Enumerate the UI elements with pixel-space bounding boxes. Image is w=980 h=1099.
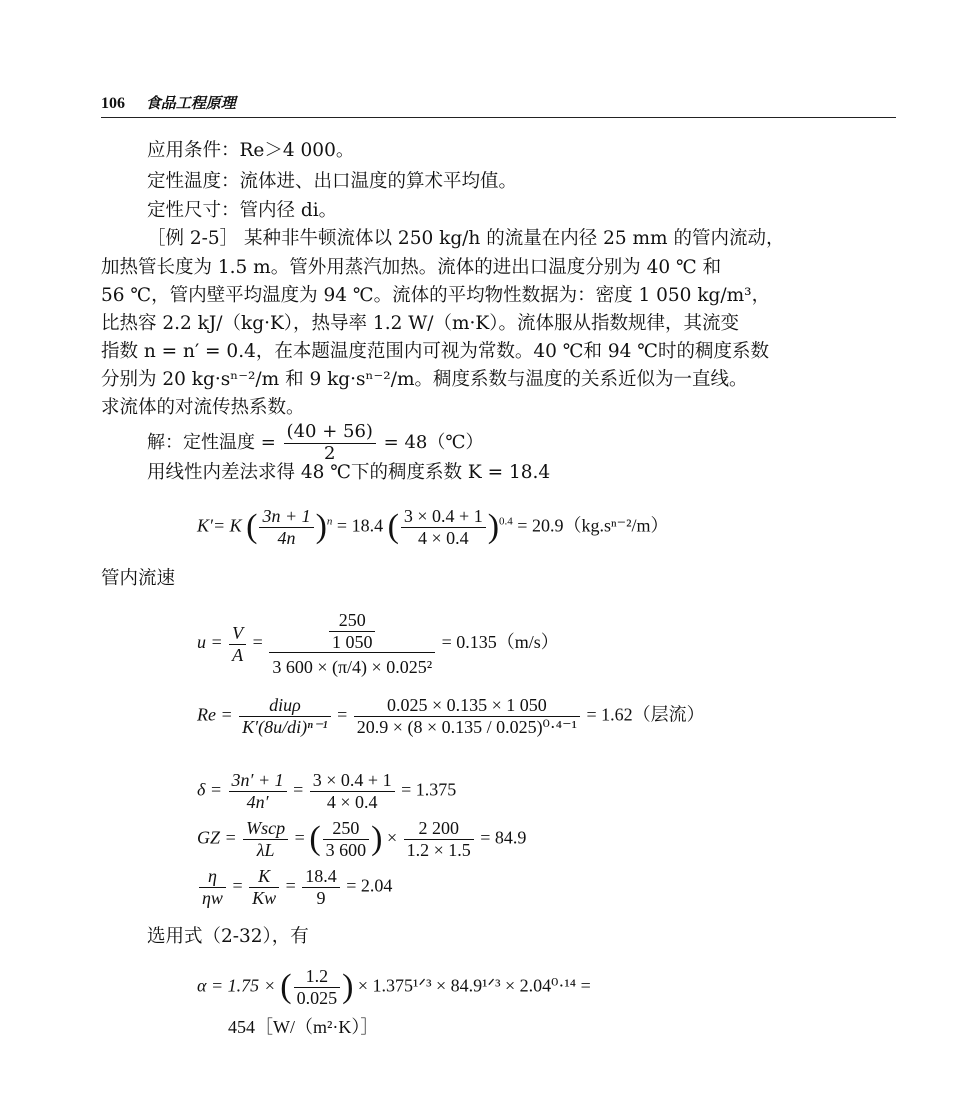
numerator: V [229, 623, 246, 645]
fraction [239, 695, 331, 737]
denominator: 4n′ [246, 791, 269, 812]
fraction [243, 818, 288, 860]
lhs: u = [197, 632, 223, 653]
numerator: 250 [329, 610, 376, 632]
numerator: K [249, 866, 279, 888]
inner-fraction [329, 610, 376, 652]
denominator: 0.025 [296, 987, 338, 1008]
numerator: 3n + 1 [259, 506, 313, 528]
denominator: 4 × 0.4 [326, 791, 378, 812]
numerator: 0.025 × 0.135 × 1 050 [354, 695, 580, 717]
denominator: 1 050 [331, 631, 373, 652]
fraction [284, 422, 376, 464]
result: = 0.135（m/s） [441, 632, 559, 653]
numerator [269, 610, 435, 653]
numerator: 3n′ + 1 [229, 770, 287, 792]
result: = 1.62（层流） [586, 704, 705, 725]
denominator: ηw [202, 887, 223, 908]
fraction [229, 770, 287, 812]
text-line: 定性温度：流体进、出口温度的算术平均值。 [147, 171, 518, 192]
fraction [310, 770, 395, 812]
running-header [101, 92, 236, 113]
compound-fraction [269, 610, 435, 678]
numerator: Wscp [243, 818, 288, 840]
result: = 48（℃） [383, 432, 484, 454]
lhs: K′= K [197, 515, 242, 536]
lhs: Re = [197, 704, 233, 725]
middle: = 18.4 [336, 515, 384, 536]
numerator: 18.4 [302, 866, 340, 888]
denominator: Kw [252, 887, 277, 908]
fraction [294, 966, 341, 1008]
fraction [354, 695, 580, 737]
numerator: (40 + 56) [284, 422, 376, 444]
fraction [229, 623, 246, 665]
alpha-result: 454［W/（m²·K）］ [228, 1017, 379, 1037]
lhs: GZ = [197, 827, 237, 848]
text-line: 56 ℃，管内壁平均温度为 94 ℃。流体的平均物性数据为：密度 1 050 kg/m³， [101, 285, 771, 306]
text-line: 应用条件：Re＞4 000。 [147, 140, 355, 161]
denominator: 4n [277, 527, 296, 548]
fraction [302, 866, 340, 908]
denominator: 9 [316, 887, 326, 908]
text-line: 分别为 20 kg·sⁿ⁻²/m 和 9 kg·sⁿ⁻²/m。稠度系数与温度的关系近似为一直线。 [101, 369, 748, 390]
denominator: K′(8u/di)ⁿ⁻¹ [242, 716, 328, 737]
fraction [249, 866, 279, 908]
numerator: 1.2 [294, 966, 341, 988]
denominator: 4 × 0.4 [417, 527, 469, 548]
text-line: 加热管长度为 1.5 m。管外用蒸汽加热。流体的进出口温度分别为 40 ℃ 和 [101, 257, 722, 278]
fraction [323, 818, 370, 860]
delta-equation: δ = $\frac{3n' + 1}{4n'}$ = $\frac{3 \times 0.4 + 1}{4 \times 0.4}$ = 1.375 [197, 770, 457, 812]
numerator: 3 × 0.4 + 1 [401, 506, 486, 528]
solution-label: 解：定性温度 = [147, 432, 276, 454]
numerator: 3 × 0.4 + 1 [310, 770, 395, 792]
text-line: 定性尺寸：管内径 di。 [147, 200, 338, 221]
fraction [199, 866, 226, 908]
lhs: δ = [197, 779, 223, 800]
denominator: 2 [324, 442, 336, 464]
graetz-equation: GZ = $\frac{\text{Wscp}}{\lambda L}$ = ( $\frac{250}{3 600}$ ) × $\frac{2 200}{1.2 \times 1.5}$ = 84.9 [197, 818, 527, 860]
text-line: 管内流速 [101, 568, 176, 589]
text-line: 比热容 2.2 kJ/（kg·K），热导率 1.2 W/（m·K）。流体服从指数规律，其流变 [101, 313, 739, 334]
viscosity-ratio-equation: $\frac{\eta}{\eta w}$ = $\frac{K}{Kw}$ = $\frac{18.4}{9}$ = 2.04 [197, 866, 392, 908]
numerator: η [199, 866, 226, 888]
result: = 1.375 [401, 779, 457, 800]
solution-line [147, 422, 484, 464]
text-line: 求流体的对流传热系数。 [101, 397, 305, 418]
numerator: diuρ [239, 695, 331, 717]
denominator: 3 600 [325, 839, 367, 860]
fraction [401, 506, 486, 548]
k-prime-equation: K′= K ( $\frac{3n + 1}{4n}$ )$^n$ = 18.4 ( $\frac{3 \times 0.4 + 1}{4 \times 0.4}$ )$^{0.4}$ = 20.9（kg.sⁿ⁻²/m） [197, 506, 669, 548]
book-title: 食品工程原理 [145, 94, 236, 112]
result: = 84.9 [480, 827, 527, 848]
text-line: 选用式（2-32），有 [147, 926, 309, 947]
velocity-equation: u = $\frac{V}{A}$ = $\frac{\frac{250}{1 050}}{\text{3 600 × (π/4) × 0.025²}}$ = 0.135（m/s） [197, 610, 559, 678]
reynolds-equation: Re = $\frac{\text{diuρ}}{\text{K′(8u/di)ⁿ⁻¹}}$ = $\frac{0.025 \times 0.135 \times 1 050}{\text{20.9 × (8 × 0.135 / 0.025)⁰·⁴⁻¹}}$ = 1.62（层流） [197, 695, 705, 737]
denominator: A [232, 644, 244, 665]
alpha-equation: α = 1.75 × ( $\frac{1.2}{0.025}$ ) × 1.375¹ᐟ³ × 84.9¹ᐟ³ × 2.04⁰·¹⁴ = [197, 966, 591, 1008]
text-line: 指数 n = n′ = 0.4，在本题温度范围内可视为常数。40 ℃和 94 ℃时的稠度系数 [101, 341, 769, 362]
denominator: λL [256, 839, 275, 860]
denominator: 1.2 × 1.5 [406, 839, 471, 860]
numerator: 2 200 [404, 818, 474, 840]
denominator: 20.9 × (8 × 0.135 / 0.025)⁰·⁴⁻¹ [356, 716, 577, 737]
example-heading-line: ［例 2-5］ 某种非牛顿流体以 250 kg/h 的流量在内径 25 mm 的管内流动， [147, 228, 785, 249]
header-rule [101, 117, 896, 118]
denominator: 3 600 × (π/4) × 0.025² [272, 657, 433, 678]
fraction [259, 506, 313, 548]
page-number: 106 [101, 95, 125, 112]
expression-rest: × 1.375¹ᐟ³ × 84.9¹ᐟ³ × 2.04⁰·¹⁴ = [357, 975, 591, 996]
lhs: α = 1.75 × [197, 975, 276, 996]
fraction [404, 818, 474, 860]
numerator: 250 [323, 818, 370, 840]
result: = 2.04 [346, 875, 393, 896]
result: = 20.9（kg.sⁿ⁻²/m） [517, 515, 669, 536]
text-line: 用线性内差法求得 48 ℃下的稠度系数 K = 18.4 [147, 462, 551, 483]
